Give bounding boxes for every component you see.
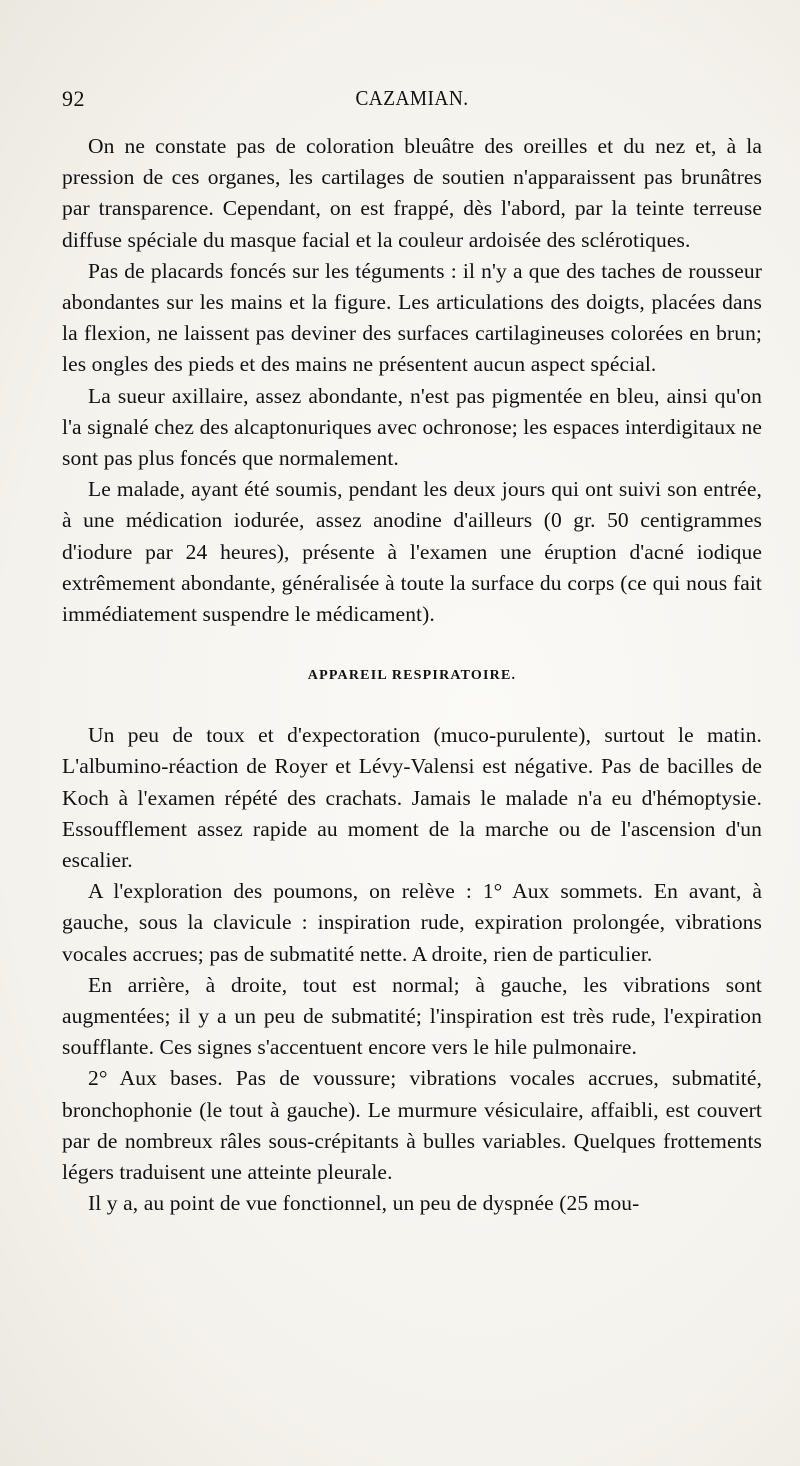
paragraph-cough-expectoration: Un peu de toux et d'expectoration (muco-purulente), surtout le matin. L'albumino-réaction de Royer et Lévy-Valensi est négative. Pas de bacilles de Koch à l'examen répété des crachats. Jamais le malade n'a eu d'hémoptysie. Essoufflement assez rapide au moment de la marche ou de l'ascension d'un escalier. (62, 723, 762, 873)
paragraph-no-dark-patches: Pas de placards foncés sur les téguments : il n'y a que des taches de rousseur abondantes sur les mains et la figure. Les articulations des doigts, placées dans la flexion, ne laissent pas deviner des surfaces cartilagineuses colorées en brun; les ongles des pieds et des mains ne présentent aucun aspect spécial. (62, 258, 762, 377)
page-number: 92 (62, 86, 85, 111)
paragraph-lung-apex-exam: A l'exploration des poumons, on relève : 1° Aux sommets. En avant, à gauche, sous la clavicule : inspiration rude, expiration prolongée, vibrations vocales accrues; pas de submatité nette. A droite, rien de particulier. (62, 879, 762, 966)
page-body (62, 131, 762, 1220)
paragraph-iodide-medication: Le malade, ayant été soumis, pendant les deux jours qui ont suivi son entrée, à une médication iodurée, assez anodine d'ailleurs (0 gr. 50 centigrammes d'iodure par 24 heures), présente à l'examen une éruption d'acné iodique extrêmement abondante, généralisée à toute la surface du corps (ce qui nous fait immédiatement suspendre le médicament). (62, 477, 762, 627)
paragraph-lung-bases: 2° Aux bases. Pas de voussure; vibrations vocales accrues, submatité, bronchophonie (le tout à gauche). Le murmure vésiculaire, affaibli, est couvert par de nombreux râles sous-crépitants à bulles variables. Quelques frottements légers traduisent une atteinte pleurale. (62, 1066, 762, 1185)
running-head: CAZAMIAN. (355, 86, 469, 110)
section-heading: APPAREIL RESPIRATOIRE. (307, 668, 517, 684)
paragraph-no-bluish-coloration: On ne constate pas de coloration bleuâtre des oreilles et du nez et, à la pression de ces organes, les cartilages de soutien n'apparaissent pas brunâtres par transparence. Cependant, on est frappé, dès l'abord, par la teinte terreuse diffuse spéciale du masque facial et la couleur ardoisée des sclérotiques. (62, 134, 762, 252)
paragraph-posterior-exam: En arrière, à droite, tout est normal; à gauche, les vibrations sont augmentées; il y a un peu de submatité; l'inspiration est très rude, l'expiration soufflante. Ces signes s'accentuent encore vers le hile pulmonaire. (62, 972, 762, 1060)
page-header (62, 86, 762, 122)
paragraph-axillary-sweat: La sueur axillaire, assez abondante, n'est pas pigmentée en bleu, ainsi qu'on l'a signalé chez des alcaptonuriques avec ochronose; les espaces interdigitaux ne sont pas plus foncés que normalement. (62, 383, 762, 471)
paragraph-dyspnea: Il y a, au point de vue fonctionnel, un peu de dyspnée (25 mou- (88, 1191, 640, 1216)
